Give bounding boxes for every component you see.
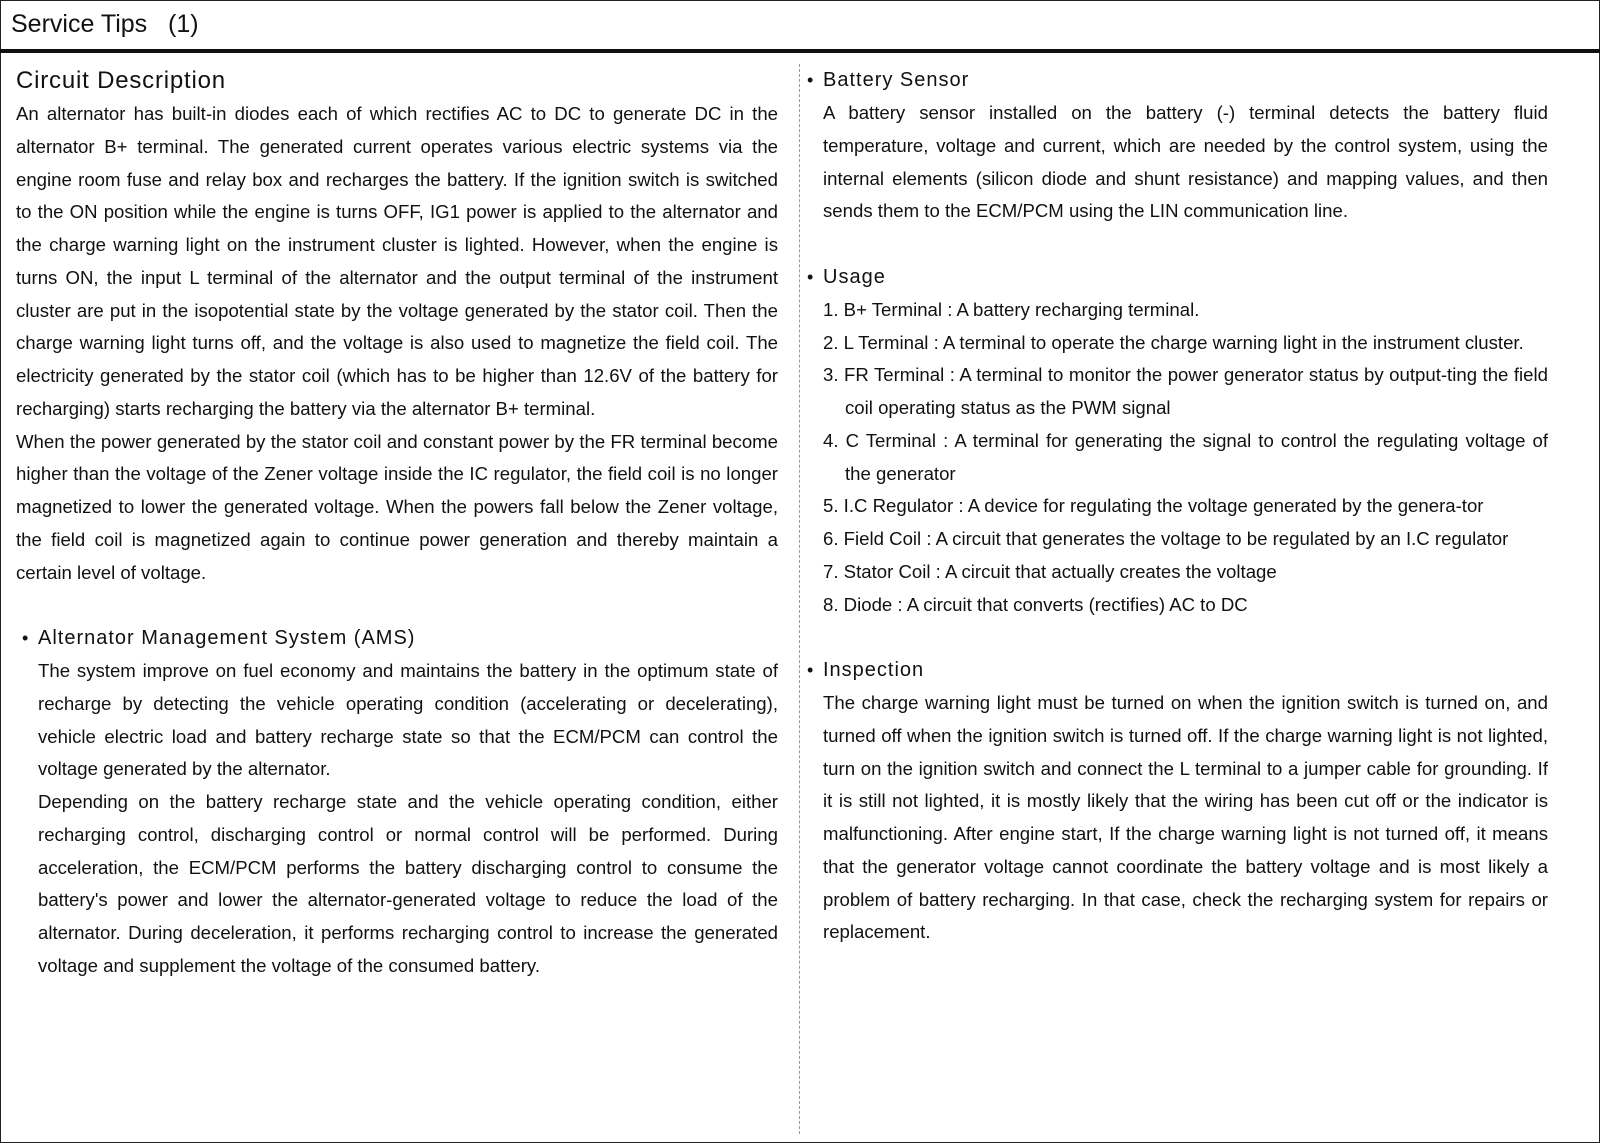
bullet-icon: • xyxy=(807,70,815,90)
ams-paragraph-1: The system improve on fuel economy and maintains the battery in the optimum state of recharge by detecting the vehicle operating condition (accelerating or decelerating), vehicle electric load and battery recharge state so that the ECM/PCM can control the voltage generated by the alternator. xyxy=(38,660,778,780)
bullet-icon: • xyxy=(22,628,30,648)
usage-heading xyxy=(807,261,1548,294)
battery-sensor-text: A battery sensor installed on the battery (-) terminal detects the battery fluid temperature, voltage and current, which are needed by the control system, using the internal elements (silicon diode and shunt resistance) and mapping values, and then sends them to the ECM/PCM using the LIN communication line. xyxy=(823,102,1548,222)
list-item: 2. L Terminal : A terminal to operate the charge warning light in the instrument cluster. xyxy=(823,331,1524,353)
inspection-heading-text: Inspection xyxy=(823,659,925,681)
circuit-paragraph-2: When the power generated by the stator coil and constant power by the FR terminal become higher than the voltage of the Zener voltage inside the IC regulator, the field coil is no longer magnetized to lower the generated voltage. When the powers fall below the Zener voltage, the field coil is magnetized again to continue power generation and thereby maintain a certain level of voltage. xyxy=(16,430,778,583)
usage-heading-text: Usage xyxy=(823,265,886,288)
ams-heading xyxy=(22,622,778,655)
list-item: 8. Diode : A circuit that converts (rectifies) AC to DC xyxy=(823,593,1248,615)
usage-list xyxy=(823,294,1548,622)
inspection-text: The charge warning light must be turned on when the ignition switch is turned on, and turned off when the ignition switch is turned off. If the charge warning light is not lighted, turn on the ignition switch and connect the L terminal to a jumper cable for grounding. If it is still not lighted, it is mostly likely that the wiring has been cut off or the indicator is malfunctioning. After engine start, If the charge warning light is not turned off, it means that the generator voltage cannot coordinate the battery voltage and is most likely a problem of battery recharging. In that case, check the recharging system for repairs or replacement. xyxy=(823,692,1548,943)
circuit-paragraph-1: An alternator has built-in diodes each of which rectifies AC to DC to generate DC in the alternator B+ terminal. The generated current operates various electric systems via the engine room fuse and relay box and recharges the battery. If the ignition switch is switched to the ON position while the engine is turns OFF, IG1 power is applied to the alternator and the charge warning light on the instrument cluster is lighted. However, when the engine is turns ON, the input L terminal of the alternator and the output terminal of the instrument cluster are put in the isopotential state by the voltage generated by the stator coil. Then the charge warning light turns off, and the voltage is also used to magnetize the field coil. The electricity generated by the stator coil (which has to be higher than 12.6V of the battery for recharging) starts recharging the battery via the alternator B+ terminal. xyxy=(16,103,778,419)
circuit-description-heading: Circuit Description xyxy=(16,67,226,94)
list-item: 3. FR Terminal : A terminal to monitor the power generator status by output-ting the field coil operating status as the PWM signal xyxy=(823,364,1548,418)
page-title: Service Tips (1) xyxy=(11,10,199,38)
battery-sensor-heading xyxy=(807,64,1548,97)
list-item: 4. C Terminal : A terminal for generating the signal to control the regulating voltage of the generator xyxy=(823,429,1548,484)
list-item: 5. I.C Regulator : A device for regulating the voltage generated by the genera-tor xyxy=(823,495,1484,517)
ams-heading-text: Alternator Management System (AMS) xyxy=(38,627,416,649)
column-divider xyxy=(799,64,800,1134)
ams-paragraph-2: Depending on the battery recharge state and the vehicle operating condition, either recharging control, discharging control or normal control will be performed. During acceleration, the ECM/PCM performs the battery discharging control to consume the battery's power and lower the alternator-generated voltage to reduce the load of the alternator. During deceleration, it performs recharging control to increase the generated voltage and supplement the voltage of the consumed battery. xyxy=(38,791,778,976)
left-column xyxy=(16,64,778,983)
list-item: 7. Stator Coil : A circuit that actually creates the voltage xyxy=(823,560,1277,582)
bullet-icon: • xyxy=(807,266,815,287)
right-column xyxy=(807,64,1548,949)
list-item: 6. Field Coil : A circuit that generates the voltage to be regulated by an I.C regulator xyxy=(823,528,1509,549)
battery-sensor-heading-text: Battery Sensor xyxy=(823,69,970,91)
bullet-icon: • xyxy=(807,660,815,680)
header-bar xyxy=(0,0,1600,53)
list-item: 1. B+ Terminal : A battery recharging terminal. xyxy=(823,298,1200,320)
inspection-heading xyxy=(807,654,1548,687)
